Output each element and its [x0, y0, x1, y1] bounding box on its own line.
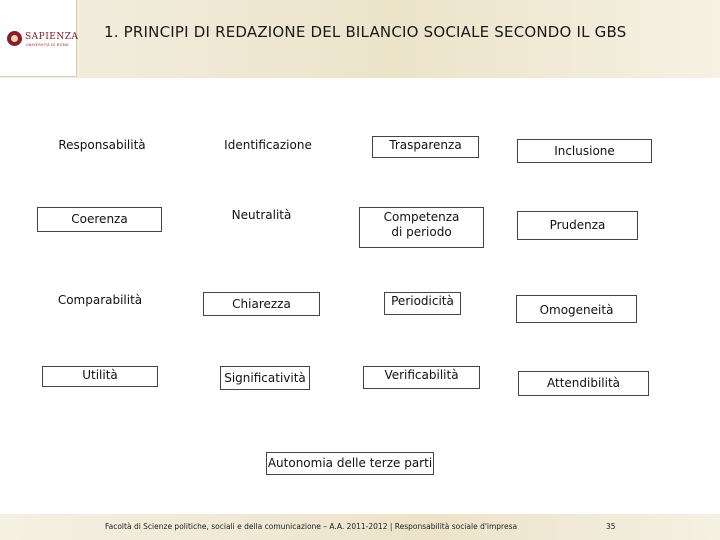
principle-significativita: Significatività — [220, 366, 310, 390]
principle-coerenza: Coerenza — [37, 207, 162, 232]
header-band — [0, 0, 720, 78]
principle-utilita: Utilità — [42, 366, 158, 387]
principle-comparabilita: Comparabilità — [50, 292, 150, 312]
slide-title: 1. PRINCIPI DI REDAZIONE DEL BILANCIO SOCIALE SECONDO IL GBS — [104, 23, 627, 41]
principle-verificabilita: Verificabilità — [363, 366, 480, 389]
logo-subtitle: UNIVERSITÀ DI ROMA — [26, 43, 69, 47]
principle-omogeneita: Omogeneità — [516, 295, 637, 323]
university-logo — [0, 0, 77, 77]
page-number: 35 — [606, 522, 616, 531]
principle-neutralita: Neutralità — [203, 207, 320, 231]
seal-icon — [7, 31, 22, 46]
principle-autonomia-terze-parti: Autonomia delle terze parti — [266, 452, 434, 475]
principle-prudenza: Prudenza — [517, 211, 638, 240]
principle-competenza-di-periodo: Competenza di periodo — [359, 207, 484, 248]
principle-trasparenza: Trasparenza — [372, 136, 479, 158]
principle-periodicita: Periodicità — [384, 292, 461, 315]
principle-inclusione: Inclusione — [517, 139, 652, 163]
principle-responsabilita: Responsabilità — [52, 137, 152, 157]
principle-attendibilita: Attendibilità — [518, 371, 649, 396]
footer-text: Facoltà di Scienze politiche, sociali e della comunicazione – A.A. 2011-2012 | Responsabilità sociale d'impresa — [105, 522, 518, 531]
logo-name: SAPIENZA — [25, 32, 79, 42]
principle-identificazione: Identificazione — [203, 137, 333, 157]
principle-chiarezza: Chiarezza — [203, 292, 320, 316]
